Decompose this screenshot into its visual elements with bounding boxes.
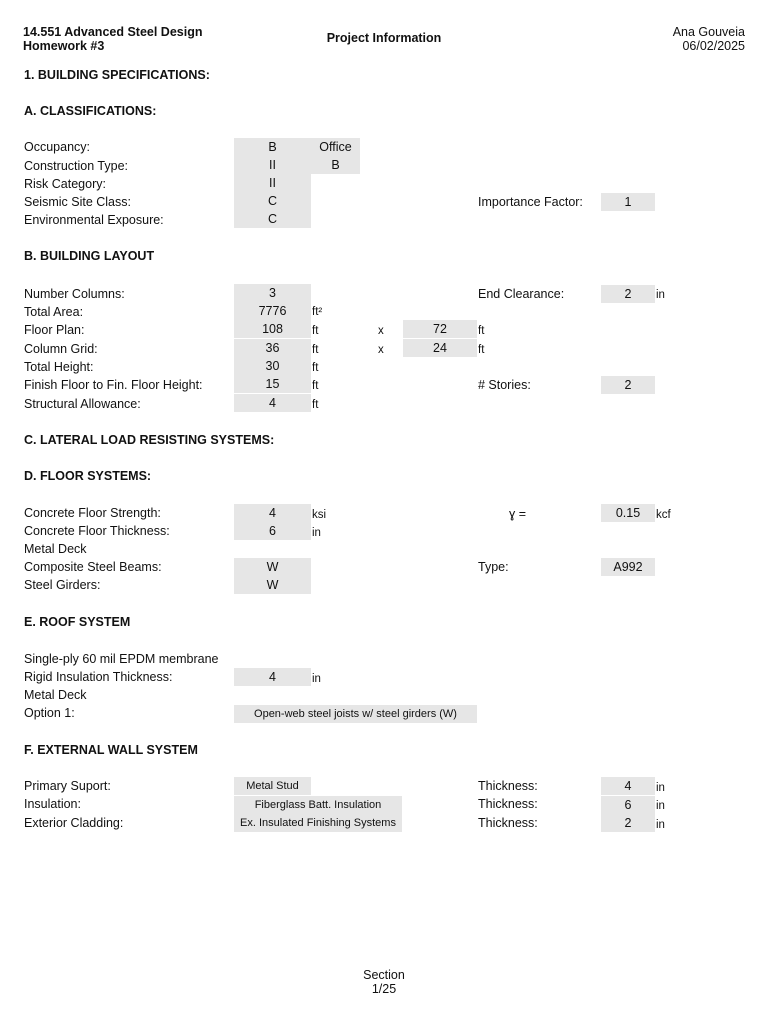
insulation-thickness-unit: in bbox=[656, 800, 665, 812]
construction-type-value: II bbox=[234, 156, 311, 174]
total-area-value: 7776 bbox=[234, 302, 311, 320]
structural-allowance-value: 4 bbox=[234, 394, 311, 412]
unit-weight-value: 0.15 bbox=[601, 504, 655, 522]
footer-section: Section bbox=[363, 968, 405, 982]
total-height-value: 30 bbox=[234, 357, 311, 375]
unit-weight-label: ɣ = bbox=[509, 507, 527, 521]
stories-label: # Stories: bbox=[478, 378, 531, 392]
number-columns-label: Number Columns: bbox=[24, 287, 125, 301]
roof-membrane-label: Single-ply 60 mil EPDM membrane bbox=[24, 652, 219, 666]
floor-plan-times-sign: x bbox=[378, 325, 384, 337]
importance-factor-value: 1 bbox=[601, 193, 655, 211]
occupancy-value: B bbox=[234, 138, 311, 156]
floor-plan-width-value: 72 bbox=[403, 320, 477, 338]
column-grid-length-unit: ft bbox=[312, 344, 319, 356]
section-external-wall-system: F. EXTERNAL WALL SYSTEM bbox=[24, 743, 198, 757]
floor-to-floor-height-unit: ft bbox=[312, 380, 319, 392]
concrete-floor-thickness-unit: in bbox=[312, 527, 321, 539]
rigid-insulation-unit: in bbox=[312, 673, 321, 685]
document-date: 06/02/2025 bbox=[682, 39, 745, 53]
section-lateral-load-systems: C. LATERAL LOAD RESISTING SYSTEMS: bbox=[24, 433, 275, 447]
support-thickness-value: 4 bbox=[601, 777, 655, 795]
stories-value: 2 bbox=[601, 376, 655, 394]
total-area-unit: ft² bbox=[312, 306, 323, 318]
composite-steel-beams-label: Composite Steel Beams: bbox=[24, 560, 162, 574]
environmental-exposure-value: C bbox=[234, 210, 311, 228]
author-name: Ana Gouveia bbox=[672, 25, 745, 39]
roof-option-label: Option 1: bbox=[24, 706, 75, 720]
steel-type-value: A992 bbox=[601, 558, 655, 576]
steel-girders-value: W bbox=[234, 576, 311, 594]
risk-category-label: Risk Category: bbox=[24, 177, 106, 191]
concrete-floor-strength-value: 4 bbox=[234, 504, 311, 522]
course-title: 14.551 Advanced Steel Design bbox=[23, 25, 203, 39]
total-height-unit: ft bbox=[312, 362, 319, 374]
total-height-label: Total Height: bbox=[24, 360, 94, 374]
construction-type-subclass: B bbox=[311, 156, 360, 174]
column-grid-times-sign: x bbox=[378, 344, 384, 356]
concrete-floor-strength-label: Concrete Floor Strength: bbox=[24, 506, 161, 520]
occupancy-description: Office bbox=[311, 138, 360, 156]
number-columns-value: 3 bbox=[234, 284, 311, 302]
steel-type-label: Type: bbox=[478, 560, 509, 574]
footer-page-number: 1/25 bbox=[371, 982, 397, 996]
primary-support-value: Metal Stud bbox=[234, 777, 311, 795]
seismic-site-class-label: Seismic Site Class: bbox=[24, 195, 131, 209]
wall-insulation-value: Fiberglass Batt. Insulation bbox=[234, 796, 402, 814]
homework-title: Homework #3 bbox=[23, 39, 105, 53]
risk-category-value: II bbox=[234, 174, 311, 192]
floor-plan-length-unit: ft bbox=[312, 325, 319, 337]
concrete-floor-thickness-label: Concrete Floor Thickness: bbox=[24, 524, 170, 538]
floor-to-floor-height-value: 15 bbox=[234, 375, 311, 393]
floor-metal-deck-label: Metal Deck bbox=[24, 542, 87, 556]
primary-support-label: Primary Suport: bbox=[24, 779, 111, 793]
support-thickness-unit: in bbox=[656, 782, 665, 794]
concrete-floor-thickness-value: 6 bbox=[234, 522, 311, 540]
steel-girders-label: Steel Girders: bbox=[24, 578, 101, 592]
insulation-thickness-value: 6 bbox=[601, 796, 655, 814]
section-building-layout: B. BUILDING LAYOUT bbox=[24, 249, 155, 263]
composite-steel-beams-value: W bbox=[234, 558, 311, 576]
wall-insulation-label: Insulation: bbox=[24, 797, 81, 811]
column-grid-length-value: 36 bbox=[234, 339, 311, 357]
rigid-insulation-label: Rigid Insulation Thickness: bbox=[24, 670, 173, 684]
seismic-site-class-value: C bbox=[234, 192, 311, 210]
page-title: Project Information bbox=[326, 31, 442, 45]
structural-allowance-unit: ft bbox=[312, 399, 319, 411]
floor-plan-width-unit: ft bbox=[478, 325, 485, 337]
column-grid-label: Column Grid: bbox=[24, 342, 98, 356]
section-floor-systems: D. FLOOR SYSTEMS: bbox=[24, 469, 152, 483]
section-classifications: A. CLASSIFICATIONS: bbox=[24, 104, 157, 118]
support-thickness-label: Thickness: bbox=[478, 779, 538, 793]
rigid-insulation-value: 4 bbox=[234, 668, 311, 686]
concrete-floor-strength-unit: ksi bbox=[312, 509, 327, 521]
section-roof-system: E. ROOF SYSTEM bbox=[24, 615, 131, 629]
roof-metal-deck-label: Metal Deck bbox=[24, 688, 87, 702]
occupancy-label: Occupancy: bbox=[24, 140, 91, 154]
exterior-cladding-value: Ex. Insulated Finishing Systems bbox=[234, 814, 402, 832]
total-area-label: Total Area: bbox=[24, 305, 84, 319]
column-grid-width-unit: ft bbox=[478, 344, 485, 356]
floor-to-floor-height-label: Finish Floor to Fin. Floor Height: bbox=[24, 378, 203, 392]
end-clearance-value: 2 bbox=[601, 285, 655, 303]
construction-type-label: Construction Type: bbox=[24, 159, 128, 173]
cladding-thickness-value: 2 bbox=[601, 814, 655, 832]
roof-option-value: Open-web steel joists w/ steel girders (W) bbox=[234, 705, 477, 723]
cladding-thickness-unit: in bbox=[656, 819, 665, 831]
end-clearance-label: End Clearance: bbox=[478, 287, 565, 301]
end-clearance-unit: in bbox=[656, 289, 665, 301]
importance-factor-label: Importance Factor: bbox=[478, 195, 583, 209]
cladding-thickness-label: Thickness: bbox=[478, 816, 538, 830]
section-building-specifications: 1. BUILDING SPECIFICATIONS: bbox=[24, 68, 210, 82]
environmental-exposure-label: Environmental Exposure: bbox=[24, 213, 164, 227]
column-grid-width-value: 24 bbox=[403, 339, 477, 357]
unit-weight-unit: kcf bbox=[656, 509, 671, 521]
floor-plan-length-value: 108 bbox=[234, 320, 311, 338]
floor-plan-label: Floor Plan: bbox=[24, 323, 85, 337]
exterior-cladding-label: Exterior Cladding: bbox=[24, 816, 124, 830]
insulation-thickness-label: Thickness: bbox=[478, 797, 538, 811]
structural-allowance-label: Structural Allowance: bbox=[24, 397, 141, 411]
